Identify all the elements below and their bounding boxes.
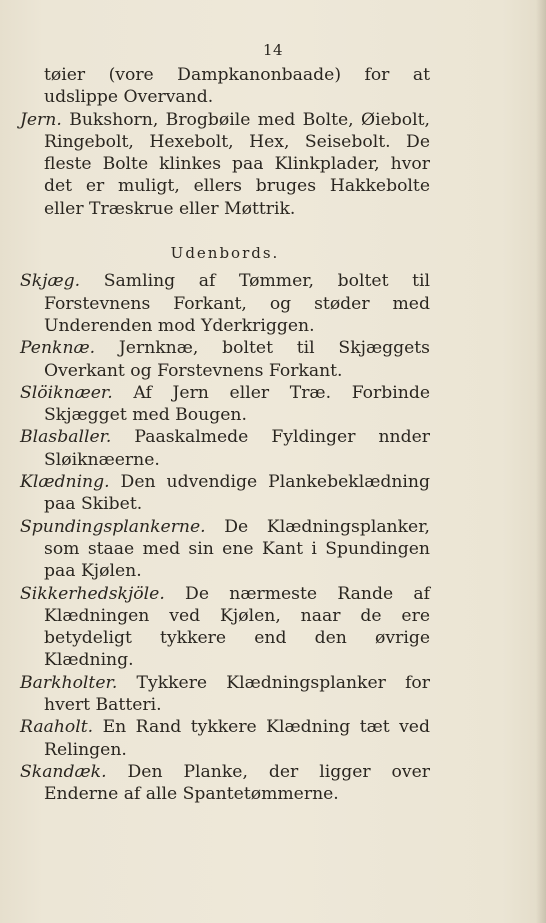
entry-text: Af Jern eller Træ. Forbinde Skjægget med Bougen. bbox=[44, 382, 430, 426]
entry-term: Klædning. bbox=[20, 472, 110, 493]
page-number: 14 bbox=[262, 41, 284, 59]
entry-term: Skjæg. bbox=[20, 271, 81, 292]
entry-term: Penknæ. bbox=[20, 338, 96, 359]
entry-term: Jern. bbox=[20, 109, 62, 130]
entry-blasballer bbox=[20, 426, 430, 471]
entry-text: De nærmeste Rande af Klædningen ved Kjølen, naar de ere betydeligt tykkere end den øvrige Klædning. bbox=[44, 583, 430, 671]
entry-text: Jernknæ, boltet til Skjæggets Overkant og Forstevnens Forkant. bbox=[44, 338, 430, 381]
entry-spundingsplankerne bbox=[20, 516, 430, 583]
entry-term: Blasballer. bbox=[20, 427, 112, 448]
entry-text: Bukshorn, Brogbøile med Bolte, Øiebolt, Ringebolt, Hexebolt, Hex, Seisebolt. De fleste Bolte klinkes paa Klinkplader, hvor det er muligt, ellers bruges Hakkebolte eller Træskrue eller Møttrik. bbox=[44, 109, 430, 219]
entry-sikkerhedskjole bbox=[20, 583, 430, 672]
entry-jern bbox=[20, 109, 430, 220]
entry-term: Sikkerhedskjöle. bbox=[20, 583, 165, 604]
entry-term: Skandæk. bbox=[20, 761, 107, 782]
entry-raaholt bbox=[20, 716, 430, 761]
entry-term: Barkholter. bbox=[20, 672, 118, 693]
entry-term: Slöiknæer. bbox=[20, 382, 113, 403]
entry-text: Den udvendige Plankebeklædning paa Skibet. bbox=[44, 472, 430, 515]
entry-text: Samling af Tømmer, boltet til Forstevnens Forkant, og støder med Underenden mod Yderkriggen. bbox=[44, 271, 430, 336]
entry-term: Raaholt. bbox=[20, 717, 94, 738]
entry-text: En Rand tykkere Klædning tæt ved Relingen. bbox=[44, 717, 430, 760]
entry-penknae bbox=[20, 337, 430, 382]
intro-paragraph: tøier (vore Dampkanonbaade) for at udslippe Overvand. bbox=[44, 65, 430, 108]
entry-text: Paaskalmede Fyldinger nnder Sløiknæerne. bbox=[44, 427, 430, 470]
entry-sloiknaeer bbox=[20, 382, 430, 427]
entry-text: De Klædningsplanker, som staae med sin ene Kant i Spundingen paa Kjølen. bbox=[44, 516, 431, 582]
entry-skjaeg bbox=[20, 270, 430, 337]
section-heading: Udenbords. bbox=[170, 244, 280, 263]
page-edge-shadow bbox=[536, 0, 546, 923]
entry-text: Den Planke, der ligger over Enderne af alle Spantetømmerne. bbox=[44, 761, 431, 805]
entry-term: Spundingsplankerne. bbox=[20, 516, 206, 537]
entry-klaedning bbox=[20, 471, 430, 516]
entry-skandaek bbox=[20, 761, 430, 806]
entry-barkholter bbox=[20, 672, 430, 717]
page-text bbox=[20, 64, 430, 806]
entry-text: Tykkere Klædningsplanker for hvert Batteri. bbox=[44, 672, 430, 716]
